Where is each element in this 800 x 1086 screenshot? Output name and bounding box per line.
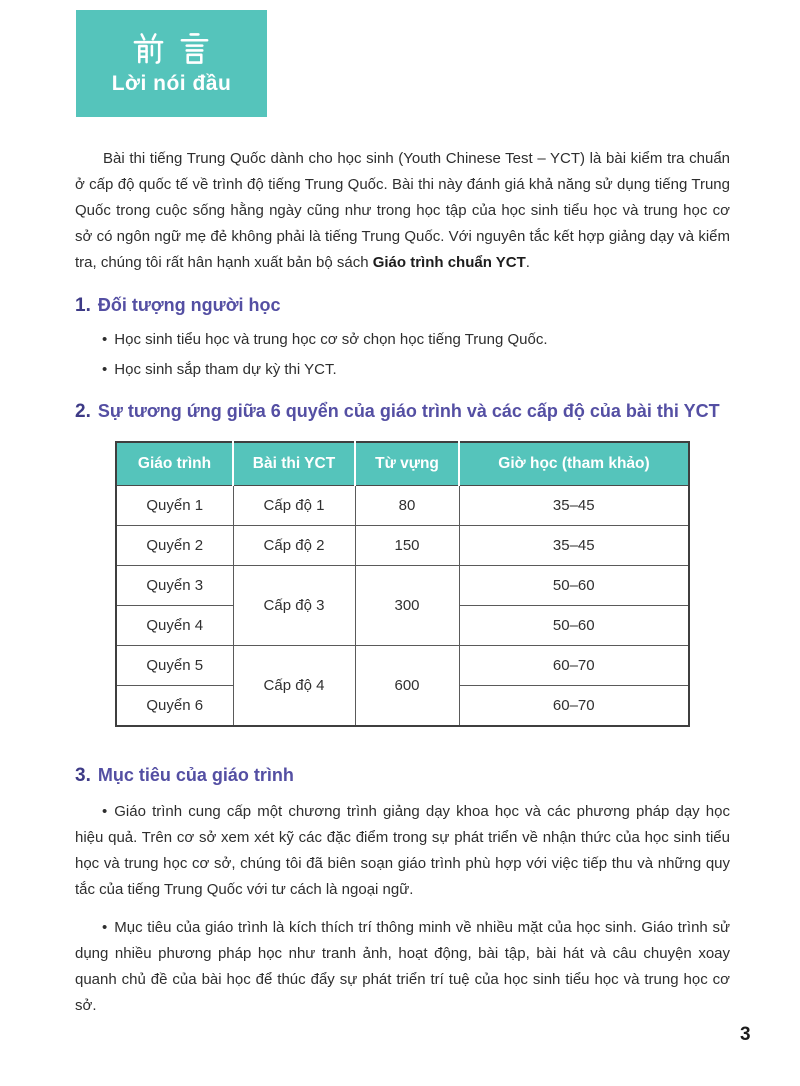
section-3-heading	[75, 765, 730, 787]
cell-level: Cấp độ 2	[233, 526, 355, 566]
bullet-text: Giáo trình cung cấp một chương trình giảng dạy khoa học và các phương pháp dạy học hiệu quả. Trên cơ sở xem xét kỹ các đặc điểm trong sự phát triển về nhận thức của học sinh tiểu học và trung học cơ sở, chúng tôi đã biên soạn giáo trình phù hợp với việc tiếp thu và những quy tắc của tiếng Trung Quốc với tư cách là ngoại ngữ.	[75, 803, 730, 898]
cell-hours: 60–70	[459, 686, 689, 727]
table-header-row	[116, 442, 689, 486]
cell-level-merged: Cấp độ 3	[233, 566, 355, 646]
section-1-heading	[75, 295, 730, 317]
bullet-text: Học sinh tiểu học và trung học cơ sở chọn học tiếng Trung Quốc.	[114, 331, 548, 348]
cell-volume: Quyển 4	[116, 606, 233, 646]
table-row	[116, 566, 689, 606]
intro-paragraph	[75, 146, 730, 276]
column-header-textbook: Giáo trình	[116, 442, 233, 486]
column-header-vocabulary: Từ vựng	[355, 442, 459, 486]
section-2-number: 2.	[75, 401, 91, 422]
cell-vocab-merged: 300	[355, 566, 459, 646]
table-row	[116, 486, 689, 526]
intro-text: Bài thi tiếng Trung Quốc dành cho học sinh (Youth Chinese Test – YCT) là bài kiểm tra chuẩn ở cấp độ quốc tế về trình độ tiếng Trung Quốc. Bài thi này đánh giá khả năng sử dụng tiếng Trung Quốc trong cuộc sống hằng ngày cũng như trong học tập của học sinh tiểu học và trung học cơ sở có ngôn ngữ mẹ đẻ không phải là tiếng Trung Quốc. Với nguyên tắc kết hợp giảng dạy và kiểm tra, chúng tôi rất hân hạnh xuất bản bộ sách	[75, 150, 730, 271]
cell-hours: 50–60	[459, 566, 689, 606]
cell-volume: Quyển 3	[116, 566, 233, 606]
table-row	[116, 646, 689, 686]
cell-hours: 35–45	[459, 526, 689, 566]
section-1-bullets	[75, 325, 730, 385]
cell-vocab-merged: 600	[355, 646, 459, 727]
banner-vietnamese-title: Lời nói đầu	[111, 71, 232, 95]
bullet-icon: •	[102, 919, 108, 936]
bullet-icon: •	[102, 361, 108, 378]
section-1-number: 1.	[75, 295, 91, 316]
preface-banner	[76, 10, 267, 117]
bullet-icon: •	[102, 803, 108, 820]
cell-volume: Quyển 1	[116, 486, 233, 526]
intro-tail: .	[525, 254, 530, 271]
list-item	[75, 355, 730, 385]
cell-level-merged: Cấp độ 4	[233, 646, 355, 727]
cell-volume: Quyển 2	[116, 526, 233, 566]
banner-chinese-glyphs	[132, 32, 211, 65]
section-1-title: Đối tượng người học	[97, 295, 281, 315]
column-header-study-hours: Giờ học (tham khảo)	[459, 442, 689, 486]
yct-levels-table	[115, 441, 690, 727]
page-number: 3	[740, 1024, 751, 1045]
chinese-char-qian-icon	[132, 32, 165, 65]
section-3-title: Mục tiêu của giáo trình	[97, 765, 294, 785]
cell-hours: 35–45	[459, 486, 689, 526]
section-3-bullet-paragraph	[75, 915, 730, 1019]
section-3-number: 3.	[75, 765, 91, 786]
section-3-bullet-paragraph	[75, 799, 730, 903]
cell-hours: 60–70	[459, 646, 689, 686]
cell-level: Cấp độ 1	[233, 486, 355, 526]
table-row	[116, 526, 689, 566]
bullet-text: Học sinh sắp tham dự kỳ thi YCT.	[114, 361, 337, 378]
cell-volume: Quyển 6	[116, 686, 233, 727]
intro-bold-series-name: Giáo trình chuẩn YCT	[372, 254, 526, 271]
cell-vocab: 150	[355, 526, 459, 566]
list-item	[75, 325, 730, 355]
chinese-char-yan-icon	[178, 32, 211, 65]
cell-vocab: 80	[355, 486, 459, 526]
bullet-text: Mục tiêu của giáo trình là kích thích trí thông minh về nhiều mặt của học sinh. Giáo trình sử dụng nhiều phương pháp học như tranh ảnh, hoạt động, bài tập, bài hát và câu chuyện xoay quanh chủ đề của bài học để thúc đẩy sự phát triển trí tuệ của học sinh tiểu học và trung học cơ sở.	[75, 919, 730, 1014]
page-content	[75, 117, 730, 1019]
cell-hours: 50–60	[459, 606, 689, 646]
column-header-yct-test: Bài thi YCT	[233, 442, 355, 486]
section-2-heading	[75, 401, 730, 423]
cell-volume: Quyển 5	[116, 646, 233, 686]
section-2-title: Sự tương ứng giữa 6 quyển của giáo trình và các cấp độ của bài thi YCT	[97, 401, 720, 421]
bullet-icon: •	[102, 331, 108, 348]
